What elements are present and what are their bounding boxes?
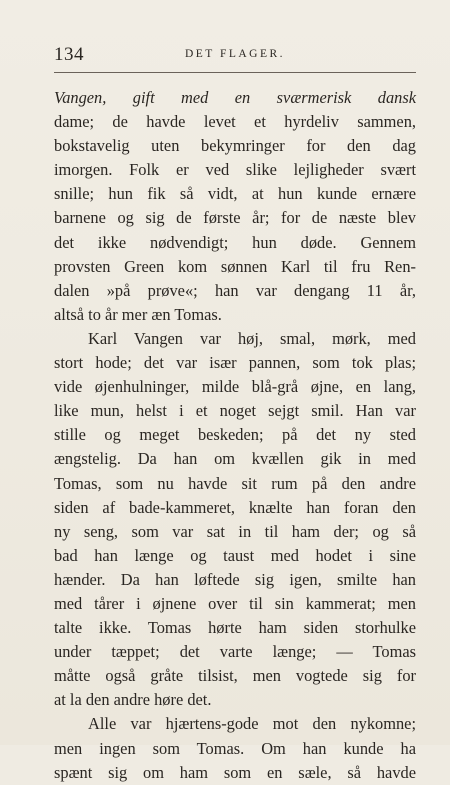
text-line: Tomas, som nu havde sit rum på den andre [54, 473, 416, 493]
text-line: talte ikke. Tomas hørte ham siden storhulke [54, 618, 416, 638]
text-line: like mun, helst i et noget sejgt smil. Han var [54, 401, 416, 421]
text-line: barnene og sig de første år; for de næste blev [54, 208, 416, 228]
text-line: det ikke nødvendigt; hun døde. Gennem [54, 232, 416, 252]
text-line: Karl Vangen var høj, smal, mørk, med [88, 328, 416, 348]
page-number: 134 [54, 44, 84, 65]
text-line: spænt sig om ham som en sæle, så havde [54, 762, 416, 782]
text-line: under tæppet; det varte længe; — Tomas [54, 642, 416, 662]
running-head: DET FLAGER. [184, 48, 286, 60]
text-line: imorgen. Folk er ved slike lejligheder svært [54, 160, 416, 180]
text-line: at la den andre høre det. [54, 690, 212, 710]
text-line: stort hode; det var især pannen, som tok plas; [54, 353, 416, 373]
text-line: vide øjenhulninger, milde blå-grå øjne, en lang, [54, 377, 416, 397]
text-line: Alle var hjærtens-gode mot den nykomne; [88, 714, 416, 734]
text-line: snille; hun fik så vidt, at hun kunde ernære [54, 184, 416, 204]
body-text [54, 86, 416, 785]
text-line: Vangen, gift med en sværmerisk dansk [54, 88, 416, 107]
text-line: ny seng, som var sat in til ham der; og så [54, 521, 416, 541]
text-line: siden af bade-kammeret, knælte han foran den [54, 497, 416, 517]
page-header [54, 42, 416, 66]
text-line: måtte også gråte tilsist, men vogtede sig for [54, 666, 416, 686]
text-line: provsten Green kom sønnen Karl til fru Ren- [54, 256, 416, 276]
text-line: altså to år mer æn Tomas. [54, 304, 222, 324]
text-line: dame; de havde levet et hyrdeliv sammen, [54, 112, 416, 132]
text-line: hænder. Da han løftede sig igen, smilte han [54, 569, 416, 589]
text-line: bad han længe og taust med hodet i sine [54, 545, 416, 565]
header-rule [54, 72, 416, 73]
text-line: men ingen som Tomas. Om han kunde ha [54, 738, 416, 758]
text-line: med tårer i øjnene over til sin kammerat; men [54, 593, 416, 613]
text-line: dalen »på prøve«; han var dengang 11 år, [54, 280, 416, 300]
text-line: ængstelig. Da han om kvællen gik in med [54, 449, 416, 469]
text-line: bokstavelig uten bekymringer for den dag [54, 136, 416, 156]
text-line: stille og meget beskeden; på det ny sted [54, 425, 416, 445]
